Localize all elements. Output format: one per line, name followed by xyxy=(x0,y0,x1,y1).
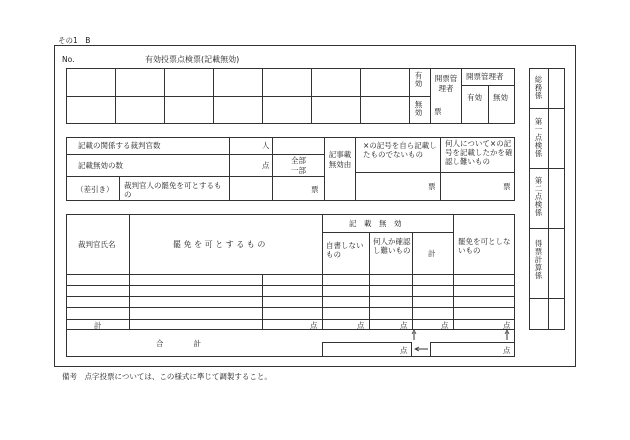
judge-name-header: 裁判官氏名 xyxy=(78,240,116,249)
invalid-header: 記 載 無 効 xyxy=(349,219,402,228)
form-title: 有効投票点検票(記載無効) xyxy=(145,55,240,64)
unit-vote-3: 票 xyxy=(503,182,511,191)
form-id: その1 B xyxy=(58,36,91,45)
opener-label: 開票管理者 xyxy=(434,74,458,93)
unit-vote-1: 票 xyxy=(311,185,319,194)
unclear-header: 何人か確認し難いもの xyxy=(373,237,411,255)
supervisor-label: 開票管理者 xyxy=(466,72,504,81)
all-label: 全部 xyxy=(291,156,306,165)
total-unit-2: 点 xyxy=(357,321,365,330)
unit-point: 点 xyxy=(262,161,270,170)
total-row-label: 計 xyxy=(94,321,102,330)
part-label: 一部 xyxy=(291,166,306,175)
judges-related-label: 記載の関係する裁判官数 xyxy=(78,141,161,150)
side-second-check: 第二点検係 xyxy=(534,176,543,217)
total-unit-5: 点 xyxy=(503,321,511,330)
supervisor-valid: 有効 xyxy=(467,93,482,102)
reason-col2: 何人について×の記号を記載したかを確認し難いもの xyxy=(445,139,513,166)
self-written-header: 自書しないもの xyxy=(326,241,364,259)
total-unit-3: 点 xyxy=(400,321,408,330)
total-unit-1: 点 xyxy=(310,321,318,330)
side-first-check: 第一点検係 xyxy=(534,117,543,158)
dismiss-not-ok-header: 罷免を可としないもの xyxy=(458,237,511,255)
grand-total-label: 合 計 xyxy=(156,339,201,348)
valid-label: 有効 xyxy=(414,71,423,88)
grand-unit-1: 点 xyxy=(400,346,408,355)
grand-unit-2: 点 xyxy=(503,346,511,355)
side-vote-calc: 得票計算係 xyxy=(534,239,543,280)
number-label: No. xyxy=(62,55,75,64)
reason-label: 記事載無効由 xyxy=(328,150,352,169)
unit-vote-2: 票 xyxy=(428,182,436,191)
opener-vote-unit: 票 xyxy=(434,107,442,116)
footnote: 備考 点字投票については、この様式に準じて調製すること。 xyxy=(62,372,272,381)
side-general: 総務係 xyxy=(534,75,543,100)
grand-total-box-left xyxy=(322,342,412,357)
unit-people: 人 xyxy=(262,141,270,150)
deduct-text: 裁判官人の罷免を可とするもの xyxy=(124,181,222,199)
dismiss-ok-header: 罷 免 を 可 と す る も の xyxy=(173,240,266,249)
reason-col1: ×の記号を自ら記載したものでないもの xyxy=(363,141,437,159)
supervisor-invalid: 無効 xyxy=(493,93,508,102)
invalid-label: 無効 xyxy=(414,100,423,117)
total-unit-4: 点 xyxy=(441,321,449,330)
subtotal-header: 計 xyxy=(428,249,436,258)
deduct-label: （差引き） xyxy=(76,185,114,194)
invalid-count-label: 記載無効の数 xyxy=(78,161,123,170)
